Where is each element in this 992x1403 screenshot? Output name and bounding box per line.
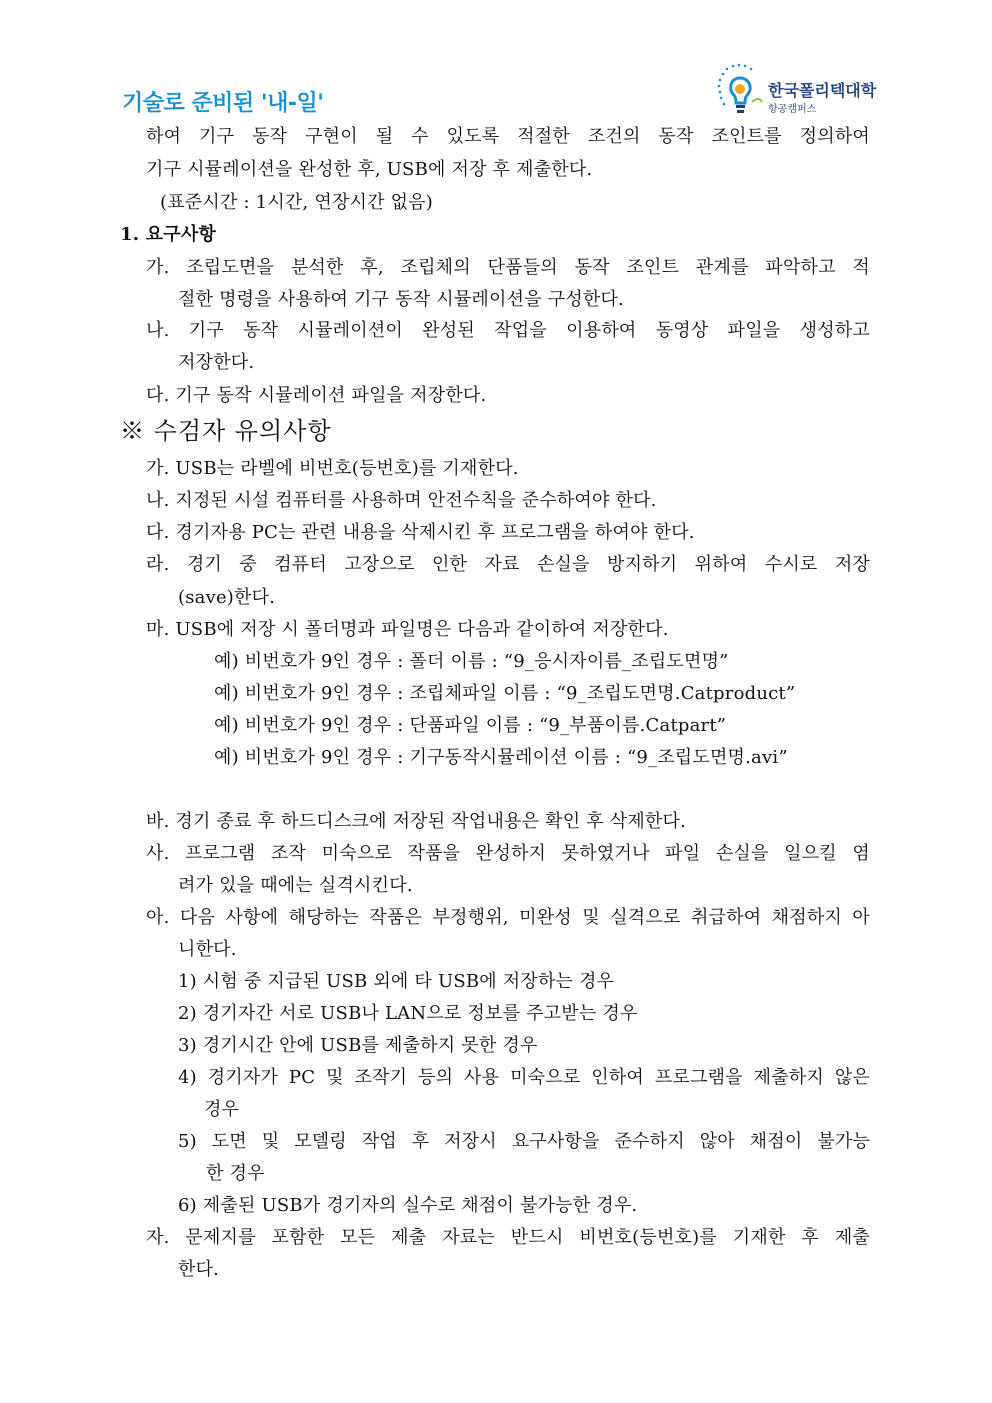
note-a-line-2: 니한다. [178,939,237,960]
requirements-title: 1. 요구사항 [120,224,217,245]
example-folder-name: 예) 비번호가 9인 경우 : 폴더 이름 : “9_응시자이름_조립도면명” [214,651,729,672]
note-sa-line-1: 사. 프로그램 조작 미숙으로 작품을 완성하지 못하였거나 파일 손실을 일으킬 염 [146,843,870,864]
lightbulb-logo-icon [714,62,768,118]
requirement-na-line-2: 저장한다. [178,352,255,373]
note-ja-line-2: 한다. [178,1259,220,1280]
note-sa-line-2: 려가 있을 때에는 실격시킨다. [178,875,413,896]
disqualify-item-4-line-1: 4) 경기자가 PC 및 조작기 등의 사용 미숙으로 인하여 프로그램을 제출하지 않은 [178,1067,870,1088]
note-ra-line-1: 라. 경기 중 컴퓨터 고장으로 인한 자료 손실을 방지하기 위하여 수시로 저장 [146,554,870,575]
note-ja-line-1: 자. 문제지를 포함한 모든 제출 자료는 반드시 비번호(등번호)를 기재한 후 제출 [146,1227,870,1248]
logo-campus: 항공캠퍼스 [768,104,817,115]
page-header [0,0,992,125]
intro-line-2: 기구 시뮬레이션을 완성한 후, USB에 저장 후 제출한다. [146,159,593,180]
university-logo [714,62,884,118]
requirement-ga-line-1: 가. 조립도면을 분석한 후, 조립체의 단품들의 동작 조인트 관계를 파악하고 적 [146,257,870,278]
requirement-da: 다. 기구 동작 시뮬레이션 파일을 저장한다. [146,385,487,406]
example-assembly-file: 예) 비번호가 9인 경우 : 조립체파일 이름 : “9_조립도면명.Catproduct” [214,683,796,704]
disqualify-item-2: 2) 경기자간 서로 USB나 LAN으로 정보를 주고받는 경우 [178,1003,638,1024]
note-na: 나. 지정된 시설 컴퓨터를 사용하며 안전수칙을 준수하여야 한다. [146,490,657,511]
note-ba: 바. 경기 종료 후 하드디스크에 저장된 작업내용은 확인 후 삭제한다. [146,811,687,832]
disqualify-item-1: 1) 시험 중 지급된 USB 외에 타 USB에 저장하는 경우 [178,971,615,992]
standard-time: (표준시간 : 1시간, 연장시간 없음) [160,192,434,213]
disqualify-item-6: 6) 제출된 USB가 경기자의 실수로 채점이 불가능한 경우. [178,1195,638,1216]
note-ra-line-2: (save)한다. [178,587,276,608]
note-ma: 마. USB에 저장 시 폴더명과 파일명은 다음과 같이하여 저장한다. [146,619,669,640]
example-part-file: 예) 비번호가 9인 경우 : 단품파일 이름 : “9_부품이름.Catpart” [214,715,727,736]
slogan: 기술로 준비된 '내-일' [122,91,324,116]
logo-name: 한국폴리텍대학 [768,81,877,100]
disqualify-item-5-line-1: 5) 도면 및 모델링 작업 후 저장시 요구사항을 준수하지 않아 채점이 불가능 [178,1131,870,1152]
note-a-line-1: 아. 다음 사항에 해당하는 작품은 부정행위, 미완성 및 실격으로 취급하여 채점하지 아 [146,907,870,928]
notes-title: ※ 수검자 유의사항 [120,417,332,445]
note-ga: 가. USB는 라벨에 비번호(등번호)를 기재한다. [146,458,519,479]
disqualify-item-4-line-2: 경우 [204,1099,240,1120]
note-da: 다. 경기자용 PC는 관련 내용을 삭제시킨 후 프로그램을 하여야 한다. [146,522,695,543]
requirement-ga-line-2: 절한 명령을 사용하여 기구 동작 시뮬레이션을 구성한다. [178,289,624,310]
disqualify-item-5-line-2: 한 경우 [206,1163,265,1184]
example-simulation-file: 예) 비번호가 9인 경우 : 기구동작시뮬레이션 이름 : “9_조립도면명.avi” [214,747,788,768]
requirement-na-line-1: 나. 기구 동작 시뮬레이션이 완성된 작업을 이용하여 동영상 파일을 생성하고 [146,320,870,341]
intro-line-1: 하여 기구 동작 구현이 될 수 있도록 적절한 조건의 동작 조인트를 정의하여 [146,126,870,147]
disqualify-item-3: 3) 경기시간 안에 USB를 제출하지 못한 경우 [178,1035,538,1056]
